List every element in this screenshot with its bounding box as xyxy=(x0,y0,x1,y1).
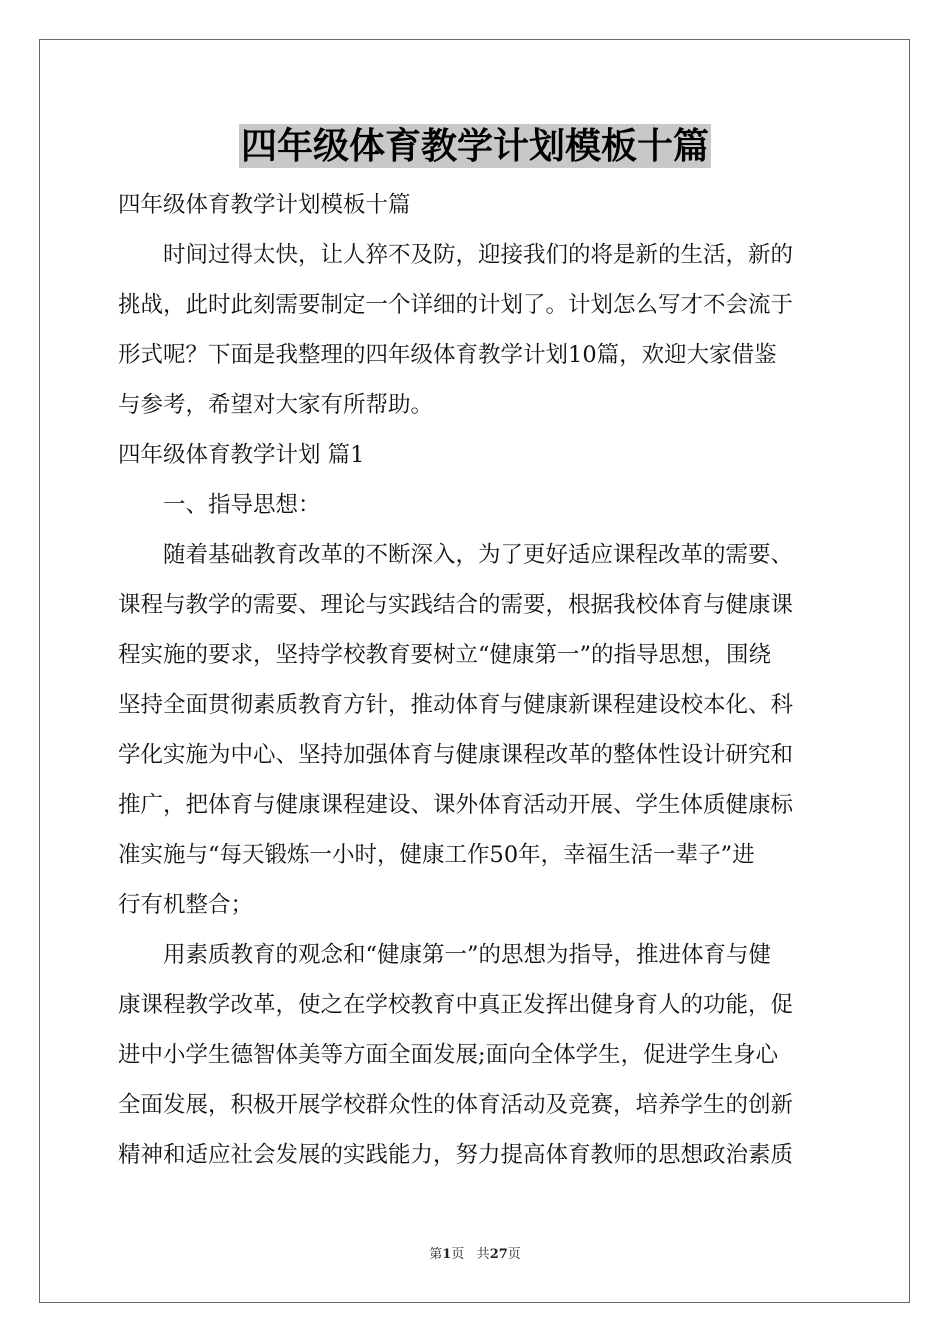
text-line: 形式呢？下面是我整理的四年级体育教学计划10篇，欢迎大家借鉴 xyxy=(118,342,777,368)
text-line: 一、指导思想： xyxy=(163,492,321,518)
text-line: 推广，把体育与健康课程建设、课外体育活动开展、学生体质健康标 xyxy=(118,792,794,818)
document-body xyxy=(118,180,834,1180)
page-prefix: 第 xyxy=(429,1247,443,1262)
total-suffix: 页 xyxy=(507,1247,521,1262)
text-line: 四年级体育教学计划 篇1 xyxy=(118,442,365,468)
text-line: 程实施的要求，坚持学校教育要树立“健康第一”的指导思想，围绕 xyxy=(118,642,772,668)
title-area xyxy=(0,124,950,168)
text-line: 学化实施为中心、坚持加强体育与健康课程改革的整体性设计研究和 xyxy=(118,742,794,768)
text-line: 挑战，此时此刻需要制定一个详细的计划了。计划怎么写才不会流于 xyxy=(118,292,794,318)
text-line: 康课程教学改革，使之在学校教育中真正发挥出健身育人的功能，促 xyxy=(118,992,794,1018)
document-title: 四年级体育教学计划模板十篇 xyxy=(240,125,709,167)
text-line: 精神和适应社会发展的实践能力，努力提高体育教师的思想政治素质 xyxy=(118,1142,794,1168)
text-line: 与参考，希望对大家有所帮助。 xyxy=(118,392,434,418)
text-line: 准实施与“每天锻炼一小时，健康工作50年，幸福生活一辈子”进 xyxy=(118,842,755,868)
text-line: 四年级体育教学计划模板十篇 xyxy=(118,192,411,218)
page-footer xyxy=(0,1246,950,1264)
text-line: 进中小学生德智体美等方面全面发展;面向全体学生，促进学生身心 xyxy=(118,1042,779,1068)
page-suffix: 页 xyxy=(451,1247,465,1262)
text-line: 用素质教育的观念和“健康第一”的思想为指导，推进体育与健 xyxy=(163,942,772,968)
total-pages: 27 xyxy=(489,1247,508,1262)
text-line: 课程与教学的需要、理论与实践结合的需要，根据我校体育与健康课 xyxy=(118,592,794,618)
text-line: 时间过得太快，让人猝不及防，迎接我们的将是新的生活，新的 xyxy=(163,242,794,268)
text-line: 随着基础教育改革的不断深入，为了更好适应课程改革的需要、 xyxy=(163,542,794,568)
text-line: 全面发展，积极开展学校群众性的体育活动及竞赛，培养学生的创新 xyxy=(118,1092,794,1118)
text-line: 行有机整合； xyxy=(118,892,254,918)
text-line: 坚持全面贯彻素质教育方针，推动体育与健康新课程建设校本化、科 xyxy=(118,692,794,718)
total-prefix: 共 xyxy=(476,1247,490,1262)
page-number: 1 xyxy=(442,1247,452,1262)
